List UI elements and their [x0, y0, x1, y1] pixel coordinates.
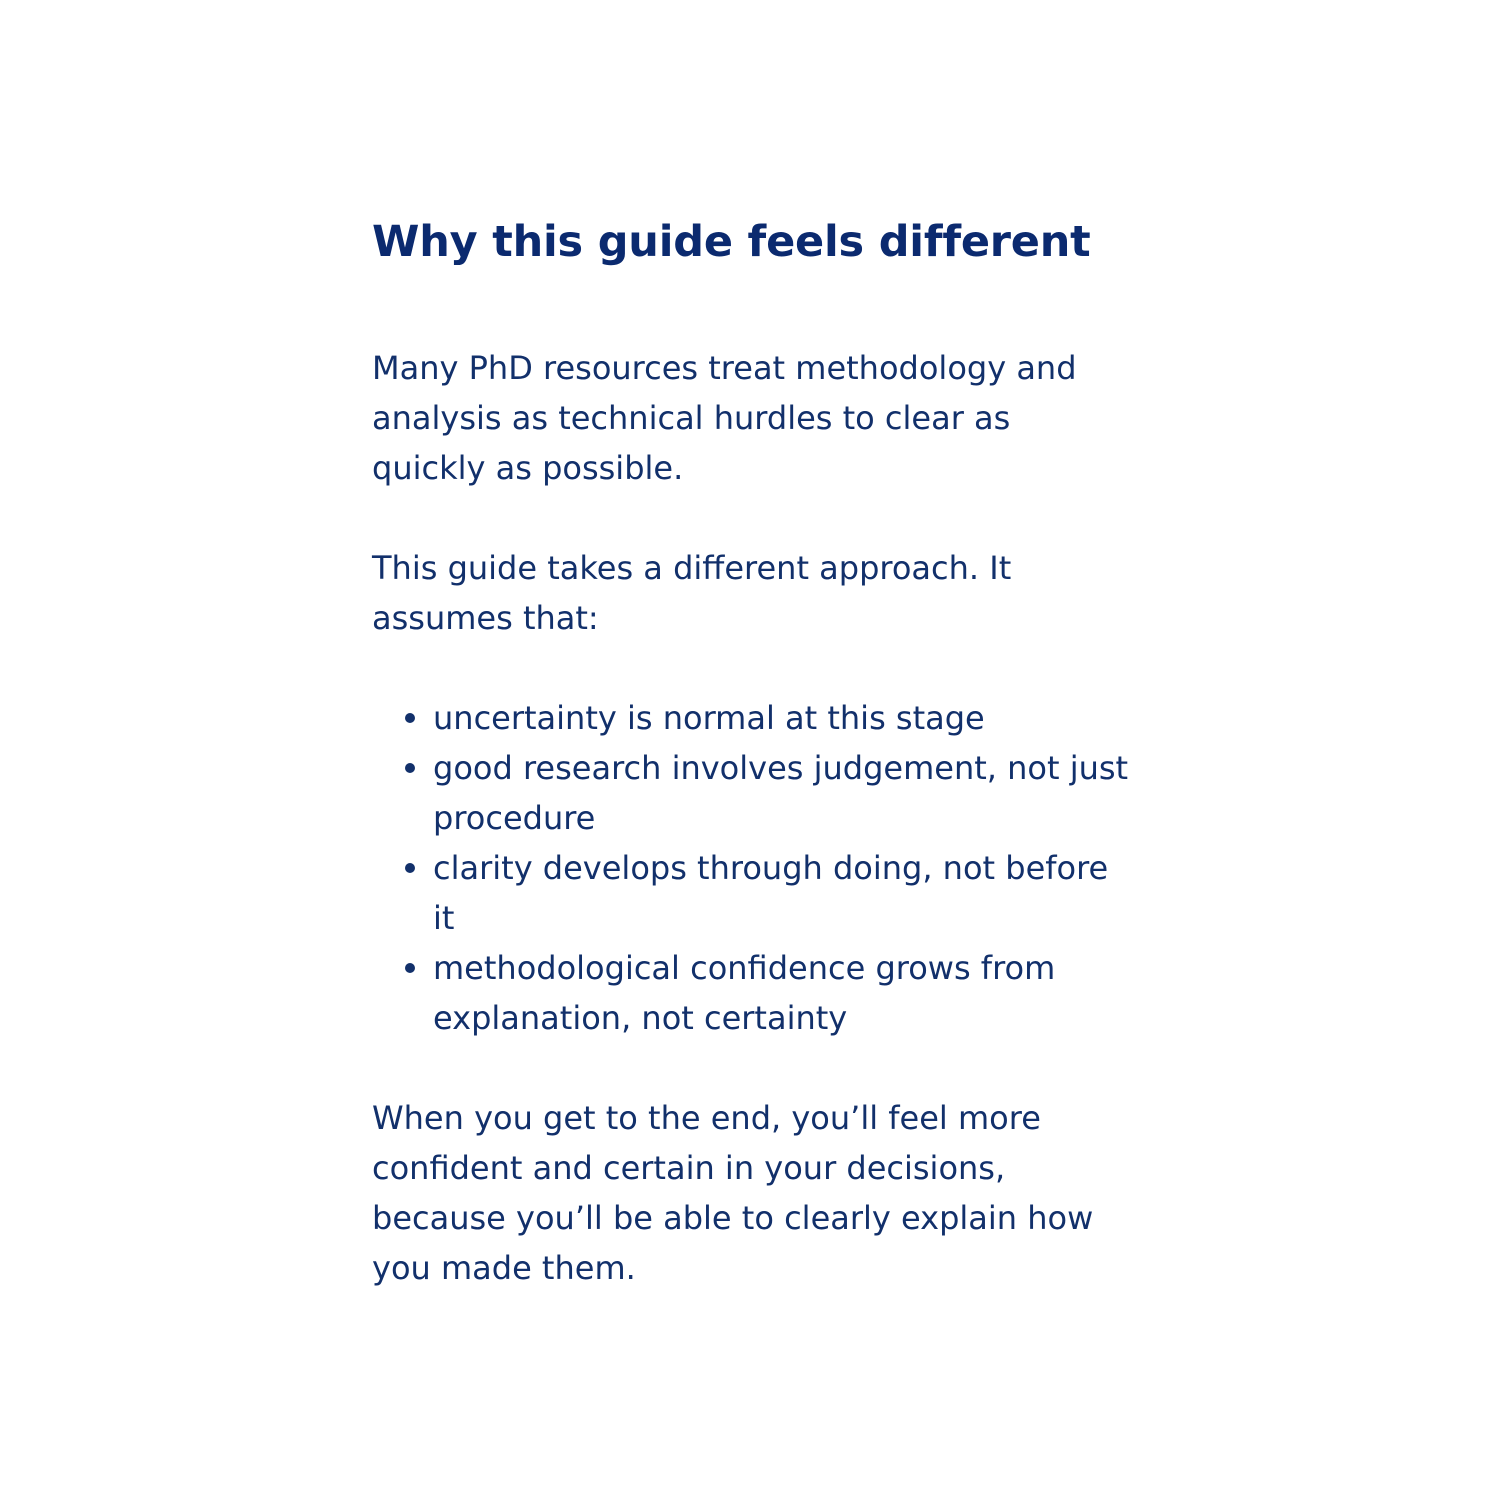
list-item-text: good research involves judgement, not just procedure [433, 749, 1129, 837]
list-item [372, 843, 1132, 943]
list-item-text: uncertainty is normal at this stage [433, 699, 985, 737]
page-title: Why this guide feels different [372, 217, 1091, 267]
bullet-icon [405, 713, 415, 723]
intro-paragraph: Many PhD resources treat methodology and analysis as technical hurdles to clear as quickly as possible. [372, 349, 1077, 487]
approach-paragraph: This guide takes a different approach. It assumes that: [372, 549, 1012, 637]
assumptions-list [372, 693, 1132, 1043]
list-item-text: methodological confidence grows from explanation, not certainty [433, 949, 1056, 1037]
list-item-text: clarity develops through doing, not before it [433, 849, 1109, 937]
closing-paragraph: When you get to the end, you’ll feel more confident and certain in your decisions, because you’ll be able to clearly explain how you made them. [372, 1099, 1094, 1287]
bullet-icon [405, 863, 415, 873]
list-item [372, 943, 1132, 1043]
list-item [372, 693, 1132, 743]
bullet-icon [405, 763, 415, 773]
list-item [372, 743, 1132, 843]
bullet-icon [405, 963, 415, 973]
guide-section [372, 212, 1132, 1293]
